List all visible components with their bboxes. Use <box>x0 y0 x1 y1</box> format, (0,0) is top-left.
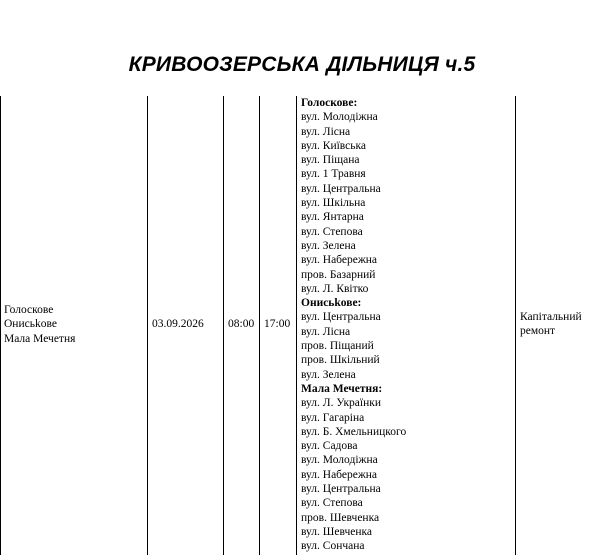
street-item: вул. Набережна <box>301 468 378 481</box>
street-item: вул. Б. Хмельницкого <box>301 425 407 438</box>
street-item: вул. Л. Українки <box>301 397 381 410</box>
date-cell: 03.09.2026 <box>152 318 204 330</box>
column-divider <box>259 96 260 555</box>
start-time-cell: 08:00 <box>228 318 255 330</box>
end-time-cell: 17:00 <box>264 318 291 330</box>
outage-table <box>0 96 604 555</box>
street-item: вул. Київська <box>301 139 367 152</box>
settlement-heading: Онисьkове: <box>301 297 362 310</box>
settlement-heading: Мала Мечетня: <box>301 382 383 395</box>
street-item: вул. Степова <box>301 225 363 238</box>
street-item: вул. Центральна <box>301 182 381 195</box>
street-item: пров. Шкільний <box>301 354 380 367</box>
street-item: вул. Гагаріна <box>301 411 365 424</box>
street-item: пров. Базарний <box>301 268 376 281</box>
street-item: вул. Молодіжна <box>301 111 378 124</box>
street-item: вул. Центральна <box>301 483 381 496</box>
column-divider <box>296 96 297 555</box>
settlement-name: Мала Мечетня <box>4 332 76 345</box>
street-item: вул. Лісна <box>301 325 351 338</box>
street-item: вул. Центральна <box>301 311 381 324</box>
settlement-heading: Голоскове: <box>301 97 358 109</box>
street-item: вул. Лісна <box>301 125 351 138</box>
streets-cell <box>301 96 406 554</box>
street-item: вул. Шкільна <box>301 197 366 210</box>
street-item: вул. Янтарна <box>301 211 364 224</box>
street-item: вул. Молодіжна <box>301 454 378 467</box>
work-type-cell <box>520 310 582 339</box>
street-item: вул. Зелена <box>301 239 356 252</box>
street-item: вул. Сончана <box>301 540 365 553</box>
settlement-name: Онисьkове <box>4 318 57 331</box>
street-item: пров. Шевченка <box>301 511 380 524</box>
street-item: вул. Степова <box>301 497 363 510</box>
street-item: вул. Зелена <box>301 368 356 381</box>
page-title: КРИВООЗЕРСЬКА ДІЛЬНИЦЯ ч.5 <box>128 53 476 76</box>
column-divider <box>223 96 224 555</box>
street-item: пров. Піщаний <box>301 340 374 353</box>
settlements-cell <box>4 303 75 346</box>
street-item: вул. 1 Травня <box>301 168 366 181</box>
street-item: вул. Шевченка <box>301 525 373 538</box>
settlement-name: Голоскове <box>4 304 54 316</box>
column-divider <box>147 96 148 555</box>
column-divider <box>515 96 516 555</box>
work-type-text: Капітальний <box>520 311 582 323</box>
street-item: вул. Набережна <box>301 254 378 267</box>
street-item: вул. Л. Квітко <box>301 282 369 295</box>
column-divider <box>0 96 1 555</box>
work-type-text: ремонт <box>520 325 556 338</box>
street-item: вул. Піщана <box>301 154 360 167</box>
street-item: вул. Садова <box>301 440 358 453</box>
